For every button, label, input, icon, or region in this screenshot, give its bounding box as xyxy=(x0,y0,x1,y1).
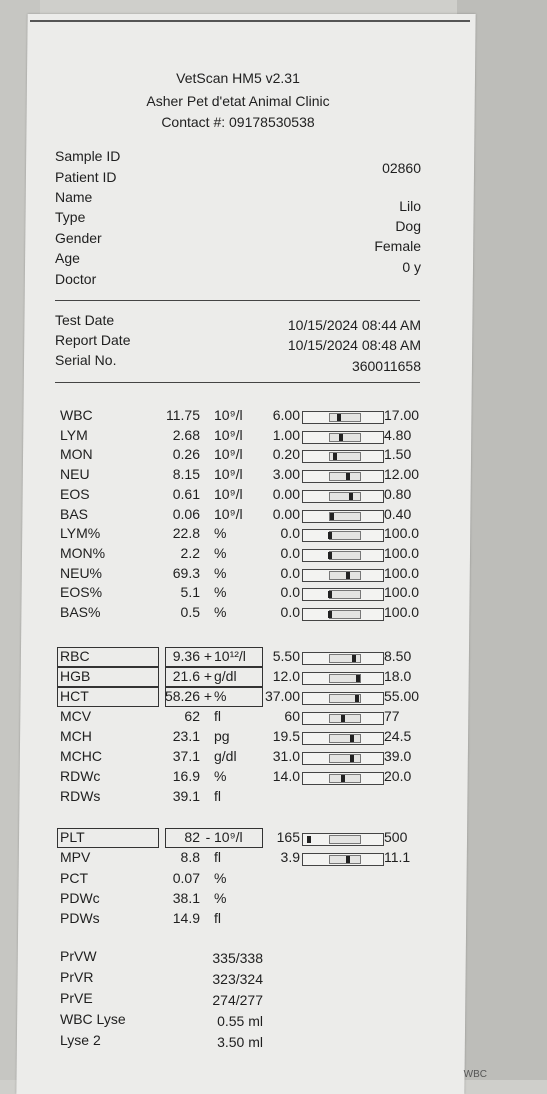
analyte-name: RDWs xyxy=(60,788,101,804)
abnormal-box xyxy=(165,667,263,687)
range-bar-normal-zone xyxy=(329,551,361,560)
range-high: 77 xyxy=(384,708,400,724)
analyte-flag: - xyxy=(205,829,211,845)
analyte-value: 23.1 xyxy=(172,728,200,744)
range-bar xyxy=(302,608,384,621)
top-rule xyxy=(30,20,470,22)
result-row xyxy=(0,829,470,849)
analyte-name: PDWs xyxy=(60,910,100,927)
range-low: 60 xyxy=(284,708,300,724)
range-bar-normal-zone xyxy=(329,531,361,540)
result-row xyxy=(0,768,470,788)
range-bar-marker xyxy=(346,856,350,863)
range-bar xyxy=(302,588,384,601)
footer-value: 274/277 xyxy=(212,992,263,1008)
range-bar-marker xyxy=(350,755,354,762)
result-row xyxy=(0,849,470,869)
abnormal-box xyxy=(165,647,263,667)
analyte-name: PLT xyxy=(60,829,85,845)
analyte-value: 82 xyxy=(184,829,200,845)
footer-value: 323/324 xyxy=(212,971,263,987)
result-row xyxy=(0,427,470,447)
analyte-name: BAS xyxy=(60,505,89,522)
analyte-value: 0.61 xyxy=(172,485,200,502)
range-bar-normal-zone xyxy=(329,754,361,763)
abnormal-box xyxy=(165,828,263,848)
patient-field-label: Type xyxy=(55,209,86,225)
range-high: 8.50 xyxy=(384,648,412,664)
range-high: 100.0 xyxy=(384,544,420,561)
analyte-name: MCHC xyxy=(60,748,102,764)
patient-field-value: 02860 xyxy=(382,160,421,176)
range-bar-normal-zone xyxy=(329,413,361,422)
analyte-unit: 10¹²/l xyxy=(214,648,246,664)
analyte-value: 0.26 xyxy=(172,446,200,463)
abnormal-box xyxy=(165,687,263,707)
range-bar-marker xyxy=(333,453,337,460)
range-bar xyxy=(302,672,384,685)
footer-value: 0.55 ml xyxy=(217,1013,263,1029)
patient-field-value: Female xyxy=(374,238,421,254)
range-low: 12.0 xyxy=(272,668,300,684)
analyte-value: 8.15 xyxy=(172,466,200,483)
analyte-name: MON% xyxy=(60,544,106,561)
range-low: 0.00 xyxy=(272,505,300,522)
result-row xyxy=(0,446,470,466)
analyte-value: 0.5 xyxy=(180,604,200,620)
result-row xyxy=(0,565,470,585)
range-bar xyxy=(302,752,384,765)
range-bar xyxy=(302,529,384,542)
range-bar-normal-zone xyxy=(329,492,361,501)
range-low: 0.0 xyxy=(280,604,300,620)
range-bar-marker xyxy=(330,513,334,520)
range-bar xyxy=(302,652,384,665)
result-row xyxy=(0,708,470,728)
range-low: 165 xyxy=(276,829,300,845)
analyte-value: 22.8 xyxy=(172,525,200,542)
analyte-name: WBC xyxy=(60,407,93,423)
abnormal-box xyxy=(57,828,159,848)
range-high: 100.0 xyxy=(384,525,420,542)
range-bar xyxy=(302,692,384,705)
analyte-flag: + xyxy=(203,668,213,684)
analyte-name: RBC xyxy=(60,648,90,664)
analyte-unit: 10⁹/l xyxy=(214,446,243,463)
range-bar-marker xyxy=(341,775,345,782)
test-field-label: Report Date xyxy=(55,332,131,348)
range-high: 0.80 xyxy=(384,485,412,502)
analyte-unit: g/dl xyxy=(214,668,237,684)
analyte-unit: 10⁹/l xyxy=(214,407,243,423)
range-bar-normal-zone xyxy=(329,590,361,599)
range-bar-marker xyxy=(355,695,359,702)
range-high: 11.1 xyxy=(384,849,411,866)
range-low: 14.0 xyxy=(272,768,300,784)
range-low: 3.00 xyxy=(272,466,300,483)
footer-label: Lyse 2 xyxy=(60,1032,101,1048)
analyte-name: HGB xyxy=(60,668,91,684)
divider xyxy=(55,382,420,383)
range-high: 4.80 xyxy=(384,426,412,443)
analyte-name: BAS% xyxy=(60,604,101,620)
range-high: 12.00 xyxy=(384,466,420,483)
footer-label: PrVW xyxy=(60,948,97,964)
analyte-name: LYM% xyxy=(60,525,101,542)
range-bar xyxy=(302,772,384,785)
analyte-unit: % xyxy=(214,869,227,886)
footer-label: WBC Lyse xyxy=(60,1011,126,1027)
analyte-unit: % xyxy=(214,604,227,620)
range-high: 1.50 xyxy=(384,446,412,463)
range-bar-marker xyxy=(349,493,353,500)
footer-value: 335/338 xyxy=(212,950,263,966)
range-high: 100.0 xyxy=(384,564,420,581)
analyte-name: HCT xyxy=(60,688,89,704)
range-bar-marker xyxy=(350,735,354,742)
range-bar-normal-zone xyxy=(329,714,361,723)
divider xyxy=(55,300,420,301)
range-low: 0.0 xyxy=(280,564,300,581)
analyte-value: 2.2 xyxy=(180,544,200,561)
analyte-name: NEU xyxy=(60,466,90,483)
analyte-value: 37.1 xyxy=(172,748,200,764)
analyte-value: 69.3 xyxy=(172,564,200,581)
result-row xyxy=(0,870,470,890)
range-low: 0.0 xyxy=(280,544,300,561)
analyte-unit: g/dl xyxy=(214,748,237,764)
analyte-value: 21.6 xyxy=(172,668,200,684)
range-bar xyxy=(302,450,384,463)
analyte-unit: % xyxy=(214,688,227,704)
range-low: 5.50 xyxy=(272,648,300,664)
result-row xyxy=(0,486,470,506)
test-field-value: 10/15/2024 08:44 AM xyxy=(287,317,421,333)
range-bar-marker xyxy=(341,715,345,722)
range-high: 100.0 xyxy=(384,584,420,601)
range-bar xyxy=(302,549,384,562)
range-bar xyxy=(302,490,384,503)
patient-field-label: Patient ID xyxy=(55,169,117,185)
analyte-name: PCT xyxy=(60,869,88,886)
range-bar xyxy=(302,510,384,523)
range-bar-normal-zone xyxy=(329,571,361,580)
patient-field-value: Dog xyxy=(395,218,421,234)
analyte-unit: % xyxy=(214,544,227,561)
analyte-value: 58.26 xyxy=(164,688,200,704)
range-bar-marker xyxy=(328,611,332,618)
analyte-value: 8.8 xyxy=(180,849,200,866)
range-bar-normal-zone xyxy=(329,835,361,844)
range-bar-normal-zone xyxy=(329,472,361,481)
range-low: 19.5 xyxy=(272,728,300,744)
range-bar-normal-zone xyxy=(329,774,361,783)
range-bar xyxy=(302,712,384,725)
analyte-name: MPV xyxy=(60,849,91,866)
range-bar xyxy=(302,569,384,582)
analyte-name: MCV xyxy=(60,708,92,724)
analyte-value: 11.75 xyxy=(166,407,200,423)
range-low: 3.9 xyxy=(280,849,300,866)
range-bar-normal-zone xyxy=(329,610,361,619)
analyte-value: 9.36 xyxy=(172,648,200,664)
analyte-value: 0.06 xyxy=(172,505,200,522)
range-bar-marker xyxy=(346,572,350,579)
range-low: 0.0 xyxy=(280,525,300,542)
analyte-unit: % xyxy=(214,768,227,784)
range-low: 0.00 xyxy=(272,485,300,502)
analyte-name: EOS% xyxy=(60,584,103,601)
abnormal-box xyxy=(57,687,159,707)
patient-field-label: Age xyxy=(55,250,80,266)
device-name: VetScan HM5 v2.31 xyxy=(176,70,300,86)
analyte-unit: 10⁹/l xyxy=(214,466,243,483)
abnormal-box xyxy=(57,647,159,667)
patient-field-label: Name xyxy=(55,189,93,205)
result-row xyxy=(0,748,470,768)
result-row xyxy=(0,910,470,930)
range-low: 37.00 xyxy=(264,688,300,704)
analyte-value: 62 xyxy=(184,708,200,724)
result-row xyxy=(0,688,470,708)
analyte-value: 38.1 xyxy=(172,889,200,906)
test-field-label: Serial No. xyxy=(55,352,117,368)
range-low: 6.00 xyxy=(272,407,300,423)
analyte-unit: 10⁹/l xyxy=(214,426,243,443)
range-low: 0.20 xyxy=(272,446,300,463)
range-high: 0.40 xyxy=(384,505,412,522)
analyte-name: EOS xyxy=(60,485,90,502)
range-bar-marker xyxy=(328,552,332,559)
analyte-name: LYM xyxy=(60,426,88,443)
range-bar xyxy=(302,411,384,424)
analyte-flag: + xyxy=(203,688,213,704)
analyte-unit: fl xyxy=(214,910,221,927)
result-row xyxy=(0,604,470,624)
analyte-unit: pg xyxy=(214,728,230,744)
range-bar-normal-zone xyxy=(329,654,361,663)
analyte-unit: 10⁹/l xyxy=(214,485,243,502)
analyte-unit: % xyxy=(214,564,227,581)
analyte-value: 5.1 xyxy=(180,584,200,601)
range-bar-normal-zone xyxy=(329,855,361,864)
test-field-label: Test Date xyxy=(55,312,115,328)
range-bar-marker xyxy=(328,591,332,598)
analyte-value: 2.68 xyxy=(172,426,200,443)
patient-field-label: Doctor xyxy=(55,271,97,287)
result-row xyxy=(0,525,470,545)
range-bar-marker xyxy=(352,655,356,662)
patient-field-label: Gender xyxy=(55,230,102,246)
range-high: 17.00 xyxy=(384,407,420,423)
range-bar-marker xyxy=(307,836,311,843)
result-row xyxy=(0,584,470,604)
analyte-unit: % xyxy=(214,584,227,601)
range-high: 20.0 xyxy=(384,768,412,784)
corner-text: WBC xyxy=(463,1069,487,1080)
range-bar xyxy=(302,470,384,483)
range-bar-marker xyxy=(346,473,350,480)
patient-field-value: Lilo xyxy=(399,198,421,214)
range-bar xyxy=(302,431,384,444)
range-high: 39.0 xyxy=(384,748,412,764)
result-row xyxy=(0,545,470,565)
result-row xyxy=(0,407,470,427)
footer-label: PrVE xyxy=(60,990,93,1006)
analyte-value: 14.9 xyxy=(172,910,200,927)
range-bar xyxy=(302,853,384,866)
result-row xyxy=(0,728,470,748)
range-bar-marker xyxy=(356,675,360,682)
range-high: 18.0 xyxy=(384,668,412,684)
analyte-unit: 10⁹/l xyxy=(214,505,243,522)
result-row xyxy=(0,788,470,808)
analyte-name: MON xyxy=(60,446,93,463)
analyte-unit: fl xyxy=(214,849,221,866)
test-field-value: 10/15/2024 08:48 AM xyxy=(287,337,421,353)
analyte-value: 39.1 xyxy=(172,788,200,804)
analyte-name: MCH xyxy=(60,728,92,744)
test-field-value: 360011658 xyxy=(351,358,421,374)
analyte-name: NEU% xyxy=(60,564,103,581)
result-row xyxy=(0,506,470,526)
range-bar xyxy=(302,833,384,846)
analyte-unit: fl xyxy=(214,708,221,724)
footer-value: 3.50 ml xyxy=(217,1034,263,1050)
range-high: 100.0 xyxy=(384,604,420,620)
clinic-name: Asher Pet d'etat Animal Clinic xyxy=(146,93,330,109)
range-high: 55.00 xyxy=(384,688,420,704)
footer-label: PrVR xyxy=(60,969,94,985)
analyte-value: 0.07 xyxy=(172,869,200,886)
patient-field-label: Sample ID xyxy=(55,148,121,164)
result-row xyxy=(0,890,470,910)
result-row xyxy=(0,466,470,486)
analyte-flag: + xyxy=(203,648,213,664)
result-row xyxy=(0,668,470,688)
range-low: 31.0 xyxy=(272,748,300,764)
range-bar-marker xyxy=(328,532,332,539)
range-low: 1.00 xyxy=(272,426,300,443)
range-bar-normal-zone xyxy=(329,433,361,442)
abnormal-box xyxy=(57,667,159,687)
range-bar xyxy=(302,732,384,745)
result-row xyxy=(0,648,470,668)
analyte-unit: 10⁹/l xyxy=(214,829,243,845)
analyte-value: 16.9 xyxy=(172,768,200,784)
range-high: 500 xyxy=(384,829,408,845)
range-high: 24.5 xyxy=(384,728,412,744)
analyte-name: RDWc xyxy=(60,768,101,784)
range-low: 0.0 xyxy=(280,584,300,601)
clinic-contact: Contact #: 09178530538 xyxy=(161,114,315,130)
analyte-name: PDWc xyxy=(60,889,100,906)
range-bar-normal-zone xyxy=(329,734,361,743)
analyte-unit: fl xyxy=(214,788,221,804)
analyte-unit: % xyxy=(214,525,227,542)
patient-field-value: 0 y xyxy=(402,259,421,275)
analyte-unit: % xyxy=(214,889,227,906)
range-bar-marker xyxy=(337,414,341,421)
range-bar-marker xyxy=(339,434,343,441)
